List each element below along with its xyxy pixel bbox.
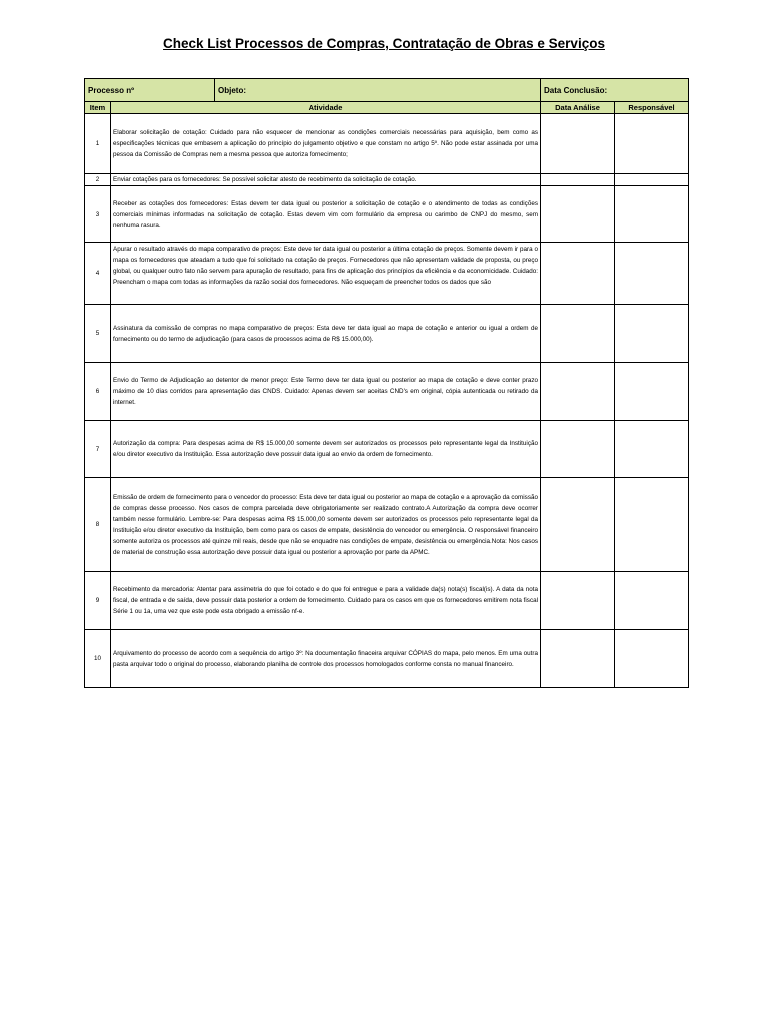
responsavel-cell[interactable] [615,478,689,572]
data-analise-cell[interactable] [541,572,615,630]
row-activity: Receber as cotações dos fornecedores: Estas devem ter data igual ou posterior a solicitação de cotação e o atendimento de todas as condições comerciais mínimas informadas na solicitação de cotação. Estas devem vim com formulário da empresa ou carimbo de CNPJ do mesmo, sem nenhuma rasura. [111,186,541,243]
row-activity: Recebimento da mercadoria: Atentar para assimetria do que foi cotado e do que foi entregue e para a validade da(s) nota(s) fiscal(is). A data da nota fiscal, de entrada e de saída, deve possuir data posterior a ordem de fornecimento. Cuidado para os casos em que os fornecedores emitirem nota fiscal Série 1 ou 1a, uma vez que este pode esta obrigado a emissão nf-e. [111,572,541,630]
row-activity: Elaborar solicitação de cotação: Cuidado para não esquecer de mencionar as condições comerciais necessárias para aquisição, bem como as especificações técnicas que embasem a aplicação do princípio do julgamento objetivo e que constam no artigo 5º. Não pode estar assinada por uma pessoa da Comissão de Compras nem a mesma pessoa que autoriza fornecimento; [111,114,541,174]
responsavel-cell[interactable] [615,114,689,174]
table-row [85,478,689,572]
responsavel-cell[interactable] [615,421,689,478]
row-number: 1 [85,114,111,174]
process-header [84,78,689,102]
row-activity: Enviar cotações para os fornecedores: Se possível solicitar atesto de recebimento da solicitação de cotação. [111,174,541,186]
responsavel-cell[interactable] [615,305,689,363]
col-data-analise-header: Data Análise [541,102,615,114]
processo-field[interactable]: Processo nº [85,79,215,102]
row-number: 3 [85,186,111,243]
table-row [85,186,689,243]
row-activity: Autorização da compra: Para despesas acima de R$ 15.000,00 somente devem ser autorizados os processos pelo representante legal da Instituição e/ou diretor executivo da Instituição. Essa autorização deve possuir data igual ao envio da ordem de fornecimento. [111,421,541,478]
row-activity: Emissão de ordem de fornecimento para o vencedor do processo: Esta deve ter data igual ou posterior ao mapa de cotação e a aprovação da comissão de compras desse processo. Nos casos de compra parcelada deve obrigatoriamente ser realizado contrato.A Autorização da compra deve ocorrer também nesse formulário. Lembre-se: Para despesas acima R$ 15.000,00 somente devem ser autorizados os processos pelo representante legal da Instituição e/ou diretor executivo da Instituição, bem como para os casos de empate, desistência do vencedor ou emergência. O responsável financeiro somente autoriza os processos até quinze mil reais, desde que não se enquadre nas condições de empate, desistência ou emergência.Nota: Nos casos de material de construção essa autorização deve possuir data igual ou posterior a aprovação por parte da APMC. [111,478,541,572]
data-analise-cell[interactable] [541,630,615,688]
responsavel-cell[interactable] [615,363,689,421]
table-row [85,630,689,688]
col-item-header: Item [85,102,111,114]
row-number: 6 [85,363,111,421]
table-row [85,305,689,363]
page-title: Check List Processos de Compras, Contratação de Obras e Serviços [163,36,605,51]
data-analise-cell[interactable] [541,114,615,174]
row-number: 9 [85,572,111,630]
table-row [85,174,689,186]
table-row [85,363,689,421]
table-row [85,421,689,478]
data-conclusao-field[interactable]: Data Conclusão: [541,79,689,102]
data-analise-cell[interactable] [541,186,615,243]
responsavel-cell[interactable] [615,243,689,305]
data-analise-cell[interactable] [541,243,615,305]
responsavel-cell[interactable] [615,186,689,243]
row-number: 5 [85,305,111,363]
responsavel-cell[interactable] [615,630,689,688]
data-analise-cell[interactable] [541,305,615,363]
data-analise-cell[interactable] [541,478,615,572]
checklist-table [84,101,689,688]
row-number: 10 [85,630,111,688]
row-activity: Arquivamento do processo de acordo com a sequência do artigo 3º: Na documentação finaceira arquivar CÓPIAS do mapa, pelo menos. Em uma outra pasta arquivar todo o original do processo, elaborando planilha de controle dos processos homologados conforme consta no manual financeiro. [111,630,541,688]
row-number: 2 [85,174,111,186]
table-row [85,243,689,305]
data-analise-cell[interactable] [541,421,615,478]
responsavel-cell[interactable] [615,174,689,186]
row-number: 8 [85,478,111,572]
row-number: 4 [85,243,111,305]
data-analise-cell[interactable] [541,174,615,186]
col-atividade-header: Atividade [111,102,541,114]
data-analise-cell[interactable] [541,363,615,421]
row-activity: Envio do Termo de Adjudicação ao detentor de menor preço: Este Termo deve ter data igual ou posterior ao mapa de cotação e deve conter prazo máximo de 10 dias corridos para apresentação das CNDS. Cuidado: Apenas devem ser aceitas CND's em original, cópia autenticada ou retirado da internet. [111,363,541,421]
table-row [85,114,689,174]
col-responsavel-header: Responsável [615,102,689,114]
row-activity: Assinatura da comissão de compras no mapa comparativo de preços: Esta deve ter data igual ao mapa de cotação e anterior ou igual a ordem de fornecimento ou do termo de adjudicação (para casos de processos acima de R$ 15.000,00). [111,305,541,363]
table-row [85,572,689,630]
row-number: 7 [85,421,111,478]
row-activity-text: Apurar o resultado através do mapa comparativo de preços: Este deve ter data igual ou posterior a última cotação de preços. Somente devem ir para o mapa os fornecedores que ateadam a tudo que foi solicitado na cotação de preços. Fornecedores que não apresentam validade de proposta, ou preço global, ou qualquer outro fato não servem para apuração de resultado, para fins de aplicação dos princípios da eficiência e da economicidade. Cuidado: Preencham o mapa com todas as informações da razão social dos fornecedores. Não esqueçam de preencher todos os dados que são [113,245,538,286]
responsavel-cell[interactable] [615,572,689,630]
row-activity [111,243,541,305]
objeto-field[interactable]: Objeto: [215,79,541,102]
